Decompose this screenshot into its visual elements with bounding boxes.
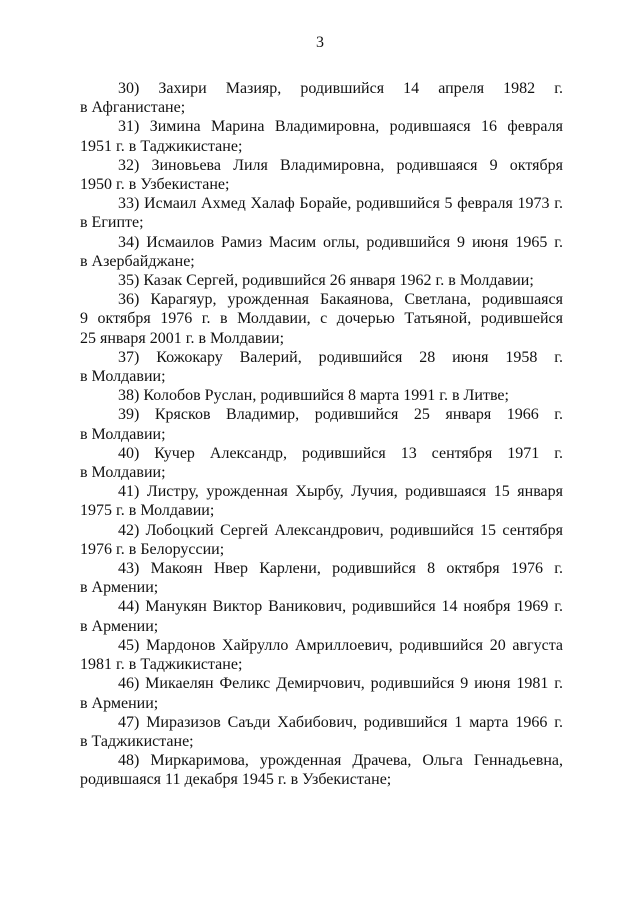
entry-continuation-line: в Молдавии;: [80, 464, 166, 482]
list-item: [80, 348, 563, 386]
entry-first-line: 38) Колобов Руслан, родившийся 8 марта 1991 г. в Литве;: [118, 387, 509, 405]
entry-first-line: 35) Казак Сергей, родившийся 26 января 1962 г. в Молдавии;: [118, 272, 534, 290]
entry-first-line: 48) Миркаримова, урожденная Драчева, Ольга Геннадьевна,: [118, 752, 563, 770]
entry-first-line: 36) Карагяур, урожденная Бакаянова, Светлана, родившаяся: [118, 291, 563, 309]
entry-continuation-line: 25 января 2001 г. в Молдавии;: [80, 329, 285, 347]
entry-first-line: 31) Зимина Марина Владимировна, родившаяся 16 февраля: [118, 118, 563, 136]
entry-first-line: 33) Исмаил Ахмед Халаф Борайе, родившийся 5 февраля 1973 г.: [118, 195, 563, 213]
entry-continuation-line: 1950 г. в Узбекистане;: [80, 176, 230, 194]
list-item: [80, 713, 563, 751]
list-item: [80, 482, 563, 520]
entry-first-line: 40) Кучер Александр, родившийся 13 сентября 1971 г.: [118, 444, 563, 462]
entry-continuation-line: в Армении;: [80, 617, 159, 635]
list-item: [80, 674, 563, 712]
entry-continuation-line: 1976 г. в Белоруссии;: [80, 540, 225, 558]
list-item: [80, 405, 563, 443]
entry-continuation-line: в Армении;: [80, 694, 159, 712]
entry-first-line: 32) Зиновьева Лиля Владимировна, родившаяся 9 октября: [118, 156, 563, 174]
entry-continuation-line: в Египте;: [80, 214, 144, 232]
entry-continuation-line: в Молдавии;: [80, 425, 166, 443]
entry-continuation-line: родившаяся 11 декабря 1945 г. в Узбекистане;: [80, 771, 392, 789]
list-item: [80, 521, 563, 559]
list-item: [80, 597, 563, 635]
list-item: [80, 117, 563, 155]
entry-first-line: 46) Микаелян Феликс Демирчович, родившийся 9 июня 1981 г.: [118, 675, 563, 693]
page-number: 3: [316, 34, 324, 51]
entry-continuation-line: 1951 г. в Таджикистане;: [80, 137, 243, 155]
list-item: [80, 559, 563, 597]
entry-continuation-line: 9 октября 1976 г. в Молдавии, с дочерью Татьяной, родившейся: [80, 310, 563, 328]
entry-first-line: 42) Лобоцкий Сергей Александрович, родившийся 15 сентября: [118, 521, 563, 539]
list-item: [80, 194, 563, 232]
list-item: [80, 156, 563, 194]
entry-first-line: 47) Миразизов Саъди Хабибович, родившийся 1 марта 1966 г.: [118, 713, 563, 731]
entry-first-line: 43) Макоян Нвер Карлени, родившийся 8 октября 1976 г.: [118, 560, 563, 578]
entry-first-line: 34) Исмаилов Рамиз Масим оглы, родившийся 9 июня 1965 г.: [118, 233, 563, 251]
list-item: [80, 233, 563, 271]
list-item: [80, 444, 563, 482]
entry-first-line: 44) Манукян Виктор Ваникович, родившийся 14 ноября 1969 г.: [118, 598, 563, 616]
list-item: [80, 636, 563, 674]
list-item: [80, 79, 563, 117]
entry-continuation-line: в Афганистане;: [80, 99, 186, 117]
entry-continuation-line: 1975 г. в Молдавии;: [80, 502, 215, 520]
list-item: [80, 290, 563, 348]
list-item: [80, 386, 563, 405]
entry-continuation-line: в Молдавии;: [80, 368, 166, 386]
entry-continuation-line: в Армении;: [80, 579, 159, 597]
entry-first-line: 30) Захири Мазияр, родившийся 14 апреля 1982 г.: [118, 80, 563, 97]
entry-list: [80, 79, 563, 790]
list-item: [80, 751, 563, 789]
entry-first-line: 39) Крясков Владимир, родившийся 25 января 1966 г.: [118, 406, 563, 424]
entry-continuation-line: в Таджикистане;: [80, 732, 194, 750]
list-item: [80, 271, 563, 290]
entry-first-line: 37) Кожокару Валерий, родившийся 28 июня 1958 г.: [118, 348, 563, 366]
entry-first-line: 41) Листру, урожденная Хырбу, Лучия, родившаяся 15 января: [118, 483, 563, 501]
entry-continuation-line: 1981 г. в Таджикистане;: [80, 656, 243, 674]
entry-continuation-line: в Азербайджане;: [80, 252, 195, 270]
entry-first-line: 45) Мардонов Хайрулло Амриллоевич, родившийся 20 августа: [118, 636, 563, 654]
